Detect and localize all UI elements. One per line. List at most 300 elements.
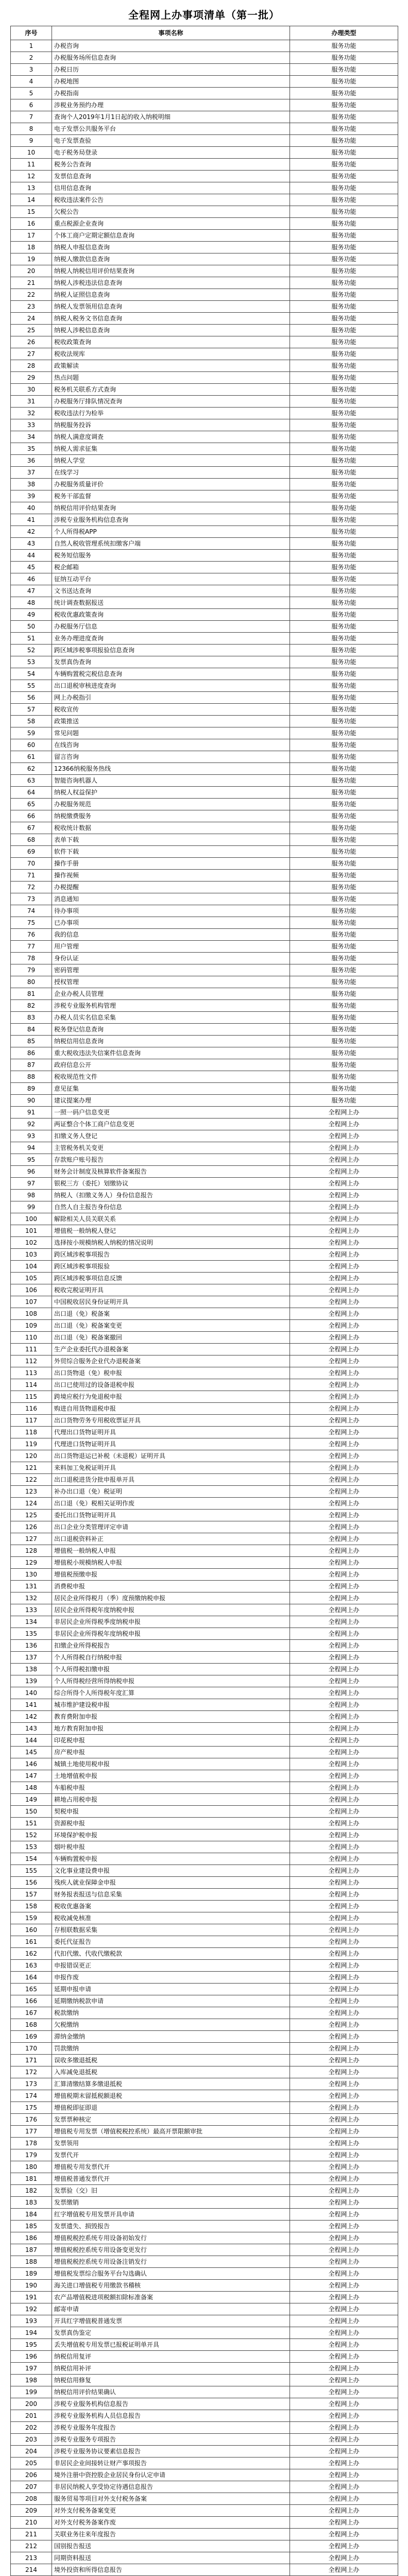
- task-type: 全程网上办: [290, 1628, 398, 1640]
- task-type: 全程网上办: [290, 1972, 398, 1984]
- table-row: [11, 2564, 398, 2576]
- task-type: 全程网上办: [290, 1853, 398, 1865]
- task-type: 服务功能: [290, 775, 398, 787]
- row-number: 163: [11, 1960, 52, 1972]
- row-number: 173: [11, 2078, 52, 2090]
- row-number: 23: [11, 301, 52, 313]
- task-name: 生产企业委托代办退税备案: [52, 1344, 290, 1355]
- task-name: 政府信息公开: [52, 1059, 290, 1071]
- task-name: 纳税人缴款信息查询: [52, 253, 290, 265]
- task-name: 涉税专业服务年度报告: [52, 2422, 290, 2434]
- task-type: 服务功能: [290, 964, 398, 976]
- task-name: 财务报表报送与信息采集: [52, 1889, 290, 1901]
- table-row: [11, 739, 398, 751]
- task-type: 全程网上办: [290, 2292, 398, 2303]
- table-row: [11, 1924, 398, 1936]
- task-type: 服务功能: [290, 739, 398, 751]
- row-number: 5: [11, 88, 52, 99]
- task-type: 服务功能: [290, 858, 398, 870]
- task-name: 政策推送: [52, 716, 290, 727]
- row-number: 97: [11, 1178, 52, 1190]
- task-type: 全程网上办: [290, 1818, 398, 1829]
- row-number: 172: [11, 2066, 52, 2078]
- task-name: 跨区域涉税事项报验信息查询: [52, 645, 290, 656]
- task-type: 全程网上办: [290, 1261, 398, 1273]
- row-number: 207: [11, 2481, 52, 2493]
- task-name: 增值税一般纳税人登记: [52, 1225, 290, 1237]
- task-type: 全程网上办: [290, 2422, 398, 2434]
- task-type: 全程网上办: [290, 1581, 398, 1592]
- task-type: 服务功能: [290, 668, 398, 680]
- task-type: 全程网上办: [290, 1415, 398, 1427]
- table-row: [11, 1071, 398, 1083]
- task-name: 纳税人涉税违法信息查询: [52, 277, 290, 289]
- table-row: [11, 893, 398, 905]
- task-name: 出口退（免）税相关证明作废: [52, 1498, 290, 1510]
- row-number: 177: [11, 2126, 52, 2138]
- table-row: [11, 1853, 398, 1865]
- task-type: 服务功能: [290, 76, 398, 88]
- row-number: 46: [11, 573, 52, 585]
- table-row: [11, 976, 398, 988]
- task-name: 出口退（免）税备案: [52, 1308, 290, 1320]
- table-row: [11, 1296, 398, 1308]
- task-type: 全程网上办: [290, 2327, 398, 2339]
- task-name: 环境保护税申报: [52, 1829, 290, 1841]
- task-name: 车船税申报: [52, 1782, 290, 1794]
- row-number: 167: [11, 2007, 52, 2019]
- table-row: [11, 882, 398, 893]
- task-name: 涉税专业服务专项报告: [52, 2434, 290, 2446]
- table-row: [11, 408, 398, 419]
- table-row: [11, 1190, 398, 1201]
- table-row: [11, 1510, 398, 1521]
- task-type: 全程网上办: [290, 2363, 398, 2375]
- row-number: 79: [11, 964, 52, 976]
- table-row: [11, 2398, 398, 2410]
- row-number: 77: [11, 941, 52, 953]
- row-number: 212: [11, 2540, 52, 2552]
- table-row: [11, 1355, 398, 1367]
- row-number: 91: [11, 1107, 52, 1118]
- row-number: 98: [11, 1190, 52, 1201]
- row-number: 86: [11, 1047, 52, 1059]
- row-number: 189: [11, 2268, 52, 2280]
- task-name: 跨区域涉税事项报告: [52, 1249, 290, 1261]
- task-type: 全程网上办: [290, 1427, 398, 1438]
- task-name: 欠税公告: [52, 206, 290, 218]
- table-row: [11, 988, 398, 1000]
- task-name: 税务公告查询: [52, 159, 290, 171]
- table-row: [11, 467, 398, 479]
- row-number: 36: [11, 455, 52, 467]
- table-row: [11, 2078, 398, 2090]
- row-number: 13: [11, 182, 52, 194]
- row-number: 7: [11, 111, 52, 123]
- task-name: 自然人税收管理系统扣缴客户端: [52, 538, 290, 550]
- task-name: 税务短信服务: [52, 550, 290, 562]
- task-name: 查询个人2019年1月1日起的收入纳税明细: [52, 111, 290, 123]
- table-row: [11, 490, 398, 502]
- task-name: 居民企业所得税月（季）度预缴纳税申报: [52, 1592, 290, 1604]
- task-name: 出口退税进货分批申报单开具: [52, 1474, 290, 1486]
- task-name: 电子发票查验: [52, 135, 290, 147]
- task-type: 全程网上办: [290, 1960, 398, 1972]
- task-name: 延期申报申请: [52, 1984, 290, 1995]
- task-type: 全程网上办: [290, 2209, 398, 2221]
- row-number: 154: [11, 1853, 52, 1865]
- table-row: [11, 111, 398, 123]
- task-type: 服务功能: [290, 123, 398, 135]
- task-name: 增值税专用发票代开: [52, 2161, 290, 2173]
- row-number: 178: [11, 2138, 52, 2149]
- row-number: 209: [11, 2505, 52, 2517]
- table-row: [11, 2386, 398, 2398]
- task-type: 全程网上办: [290, 1308, 398, 1320]
- table-row: [11, 858, 398, 870]
- table-row: [11, 1036, 398, 1047]
- table-row: [11, 2481, 398, 2493]
- task-name: 购进自用货物退税申报: [52, 1403, 290, 1415]
- task-type: 全程网上办: [290, 1995, 398, 2007]
- header-no: 序号: [11, 26, 52, 40]
- table-row: [11, 680, 398, 692]
- task-name: 操作手册: [52, 858, 290, 870]
- task-name: 财务会计制度及核算软件备案报告: [52, 1166, 290, 1178]
- task-type: 全程网上办: [290, 1320, 398, 1332]
- table-row: [11, 964, 398, 976]
- table-row: [11, 656, 398, 668]
- row-number: 9: [11, 135, 52, 147]
- task-type: 全程网上办: [290, 1865, 398, 1877]
- task-type: 全程网上办: [290, 1273, 398, 1284]
- task-name: 开具红字增值税普通发票: [52, 2315, 290, 2327]
- task-type: 全程网上办: [290, 2410, 398, 2422]
- task-type: 全程网上办: [290, 1806, 398, 1818]
- task-name: 发票信息查询: [52, 171, 290, 182]
- task-type: 全程网上办: [290, 1201, 398, 1213]
- task-name: 办税人员实名信息采集: [52, 1012, 290, 1024]
- task-name: 代理出口货物证明开具: [52, 1427, 290, 1438]
- task-name: 个人所得税经营所得纳税申报: [52, 1675, 290, 1687]
- task-name: 纳税缴费服务: [52, 810, 290, 822]
- table-row: [11, 1569, 398, 1581]
- row-number: 145: [11, 1747, 52, 1758]
- table-row: [11, 1249, 398, 1261]
- row-number: 198: [11, 2375, 52, 2386]
- row-number: 213: [11, 2552, 52, 2564]
- task-name: 电子发票公共服务平台: [52, 123, 290, 135]
- row-number: 89: [11, 1083, 52, 1095]
- task-type: 全程网上办: [290, 2161, 398, 2173]
- table-row: [11, 2138, 398, 2149]
- task-name: 我的信息: [52, 929, 290, 941]
- row-number: 8: [11, 123, 52, 135]
- task-type: 全程网上办: [290, 1213, 398, 1225]
- table-row: [11, 2102, 398, 2114]
- row-number: 179: [11, 2149, 52, 2161]
- task-type: 全程网上办: [290, 2517, 398, 2529]
- table-row: [11, 502, 398, 514]
- task-name: 办税日历: [52, 64, 290, 76]
- table-row: [11, 2540, 398, 2552]
- table-header-row: [11, 26, 398, 40]
- table-row: [11, 479, 398, 490]
- task-type: 全程网上办: [290, 1569, 398, 1581]
- row-number: 134: [11, 1616, 52, 1628]
- task-type: 服务功能: [290, 633, 398, 645]
- row-number: 169: [11, 2031, 52, 2043]
- task-type: 全程网上办: [290, 1379, 398, 1391]
- row-number: 32: [11, 408, 52, 419]
- row-number: 38: [11, 479, 52, 490]
- table-row: [11, 1972, 398, 1984]
- task-name: 申报错误更正: [52, 1960, 290, 1972]
- task-type: 服务功能: [290, 1024, 398, 1036]
- task-name: 自然人自主报告身份信息: [52, 1201, 290, 1213]
- table-row: [11, 1604, 398, 1616]
- row-number: 196: [11, 2351, 52, 2363]
- task-type: 服务功能: [290, 609, 398, 621]
- row-number: 68: [11, 834, 52, 846]
- row-number: 34: [11, 431, 52, 443]
- task-type: 全程网上办: [290, 1166, 398, 1178]
- row-number: 6: [11, 99, 52, 111]
- row-number: 2: [11, 52, 52, 64]
- row-number: 183: [11, 2197, 52, 2209]
- row-number: 47: [11, 585, 52, 597]
- row-number: 208: [11, 2493, 52, 2505]
- task-name: 印花税申报: [52, 1735, 290, 1747]
- row-number: 101: [11, 1225, 52, 1237]
- task-name: 罚款缴纳: [52, 2043, 290, 2055]
- task-type: 服务功能: [290, 230, 398, 242]
- task-type: 全程网上办: [290, 2268, 398, 2280]
- table-row: [11, 1995, 398, 2007]
- header-name: 事项名称: [52, 26, 290, 40]
- task-type: 服务功能: [290, 787, 398, 799]
- table-row: [11, 1628, 398, 1640]
- task-name: 资源税申报: [52, 1818, 290, 1829]
- task-name: 软件下载: [52, 846, 290, 858]
- task-type: 服务功能: [290, 573, 398, 585]
- task-type: 服务功能: [290, 941, 398, 953]
- table-row: [11, 2469, 398, 2481]
- task-name: 增值税即征即退: [52, 2102, 290, 2114]
- task-name: 发票票种核定: [52, 2114, 290, 2126]
- task-type: 服务功能: [290, 953, 398, 964]
- row-number: 131: [11, 1581, 52, 1592]
- task-type: 全程网上办: [290, 1403, 398, 1415]
- table-row: [11, 941, 398, 953]
- task-name: 来料加工免税证明开具: [52, 1462, 290, 1474]
- task-type: 服务功能: [290, 277, 398, 289]
- row-number: 111: [11, 1344, 52, 1355]
- table-row: [11, 1711, 398, 1723]
- row-number: 75: [11, 917, 52, 929]
- task-name: 土地增值税申报: [52, 1770, 290, 1782]
- table-row: [11, 1225, 398, 1237]
- table-row: [11, 1201, 398, 1213]
- table-row: [11, 230, 398, 242]
- task-type: 全程网上办: [290, 2031, 398, 2043]
- task-type: 全程网上办: [290, 1901, 398, 1912]
- table-row: [11, 787, 398, 799]
- row-number: 180: [11, 2161, 52, 2173]
- task-name: 表单下载: [52, 834, 290, 846]
- table-row: [11, 2493, 398, 2505]
- table-row: [11, 2375, 398, 2386]
- task-type: 全程网上办: [290, 2114, 398, 2126]
- row-number: 61: [11, 751, 52, 763]
- task-type: 全程网上办: [290, 1498, 398, 1510]
- task-type: 服务功能: [290, 372, 398, 384]
- table-row: [11, 1818, 398, 1829]
- table-row: [11, 313, 398, 325]
- task-type: 全程网上办: [290, 1510, 398, 1521]
- table-row: [11, 799, 398, 810]
- task-type: 服务功能: [290, 147, 398, 159]
- table-row: [11, 1747, 398, 1758]
- task-name: 补办出口退（免）税证明: [52, 1486, 290, 1498]
- row-number: 118: [11, 1427, 52, 1438]
- table-row: [11, 633, 398, 645]
- row-number: 74: [11, 905, 52, 917]
- task-type: 全程网上办: [290, 1616, 398, 1628]
- row-number: 83: [11, 1012, 52, 1024]
- row-number: 195: [11, 2339, 52, 2351]
- table-row: [11, 384, 398, 396]
- task-type: 服务功能: [290, 905, 398, 917]
- task-type: 服务功能: [290, 206, 398, 218]
- task-name: 纳税人申报信息查询: [52, 242, 290, 253]
- task-name: 境外注册中资控股企业居民身份认定申请: [52, 2469, 290, 2481]
- task-name: 增值税小规模纳税人申报: [52, 1557, 290, 1569]
- row-number: 42: [11, 526, 52, 538]
- task-type: 服务功能: [290, 893, 398, 905]
- task-name: 欠税缴纳: [52, 2019, 290, 2031]
- table-row: [11, 2327, 398, 2339]
- task-type: 服务功能: [290, 727, 398, 739]
- task-type: 全程网上办: [290, 2066, 398, 2078]
- table-row: [11, 917, 398, 929]
- task-type: 全程网上办: [290, 2375, 398, 2386]
- row-number: 192: [11, 2303, 52, 2315]
- table-row: [11, 692, 398, 704]
- task-type: 全程网上办: [290, 1225, 398, 1237]
- row-number: 87: [11, 1059, 52, 1071]
- task-name: 信用信息查询: [52, 182, 290, 194]
- task-name: 征纳互动平台: [52, 573, 290, 585]
- task-name: 出口已使用过的设备退税申报: [52, 1379, 290, 1391]
- table-row: [11, 2043, 398, 2055]
- table-row: [11, 1166, 398, 1178]
- table-row: [11, 905, 398, 917]
- task-type: 全程网上办: [290, 1747, 398, 1758]
- row-number: 197: [11, 2363, 52, 2375]
- table-row: [11, 562, 398, 573]
- task-name: 对外支付税务备案变更: [52, 2505, 290, 2517]
- table-row: [11, 2149, 398, 2161]
- table-row: [11, 1059, 398, 1071]
- table-row: [11, 1782, 398, 1794]
- table-row: [11, 2505, 398, 2517]
- table-row: [11, 2351, 398, 2363]
- row-number: 193: [11, 2315, 52, 2327]
- task-name: 出口企业分类管理评定申请: [52, 1521, 290, 1533]
- row-number: 141: [11, 1699, 52, 1711]
- task-name: 税收减免核准: [52, 1912, 290, 1924]
- table-row: [11, 2256, 398, 2268]
- task-name: 纳税人税务文书信息查询: [52, 313, 290, 325]
- task-type: 服务功能: [290, 182, 398, 194]
- task-name: 纳税信用评价结果确认: [52, 2386, 290, 2398]
- task-type: 服务功能: [290, 1071, 398, 1083]
- table-row: [11, 1616, 398, 1628]
- task-type: 全程网上办: [290, 1118, 398, 1130]
- row-number: 143: [11, 1723, 52, 1735]
- task-name: 纳税人纳税信用评价结果查询: [52, 265, 290, 277]
- row-number: 108: [11, 1308, 52, 1320]
- table-row: [11, 1000, 398, 1012]
- task-type: 服务功能: [290, 242, 398, 253]
- task-type: 全程网上办: [290, 2043, 398, 2055]
- table-row: [11, 2090, 398, 2102]
- task-type: 服务功能: [290, 64, 398, 76]
- task-name: 城市维护建设税申报: [52, 1699, 290, 1711]
- row-number: 73: [11, 893, 52, 905]
- task-type: 全程网上办: [290, 1332, 398, 1344]
- task-type: 全程网上办: [290, 2126, 398, 2138]
- task-type: 服务功能: [290, 1047, 398, 1059]
- task-name: 非居民企业所得税年度纳税申报: [52, 1628, 290, 1640]
- row-number: 15: [11, 206, 52, 218]
- task-name: 税收完税证明开具: [52, 1284, 290, 1296]
- task-name: 增值税期末留抵税额退税: [52, 2090, 290, 2102]
- table-row: [11, 1367, 398, 1379]
- row-number: 201: [11, 2410, 52, 2422]
- task-type: 全程网上办: [290, 2493, 398, 2505]
- table-row: [11, 360, 398, 372]
- row-number: 125: [11, 1510, 52, 1521]
- row-number: 12: [11, 171, 52, 182]
- table-row: [11, 2007, 398, 2019]
- task-name: 存根联数据采集: [52, 1924, 290, 1936]
- task-name: 发票真伪查询: [52, 656, 290, 668]
- row-number: 165: [11, 1984, 52, 1995]
- task-name: 扣缴企业所得税报告: [52, 1640, 290, 1652]
- task-type: 服务功能: [290, 799, 398, 810]
- table-row: [11, 64, 398, 76]
- table-row: [11, 1095, 398, 1107]
- task-name: 跨区域涉税事项信息反馈: [52, 1273, 290, 1284]
- table-row: [11, 645, 398, 656]
- task-type: 服务功能: [290, 218, 398, 230]
- task-type: 服务功能: [290, 1000, 398, 1012]
- row-number: 25: [11, 325, 52, 336]
- task-name: 同期资料报送: [52, 2552, 290, 2564]
- task-name: 出口货物退（免）税申报: [52, 1367, 290, 1379]
- task-name: 扣缴义务人登记: [52, 1130, 290, 1142]
- table-row: [11, 1592, 398, 1604]
- task-type: 全程网上办: [290, 2434, 398, 2446]
- table-row: [11, 2529, 398, 2540]
- task-type: 全程网上办: [290, 1557, 398, 1569]
- table-row: [11, 147, 398, 159]
- table-row: [11, 1261, 398, 1273]
- row-number: 115: [11, 1391, 52, 1403]
- task-name: 涉税专业服务协议要素信息报告: [52, 2446, 290, 2458]
